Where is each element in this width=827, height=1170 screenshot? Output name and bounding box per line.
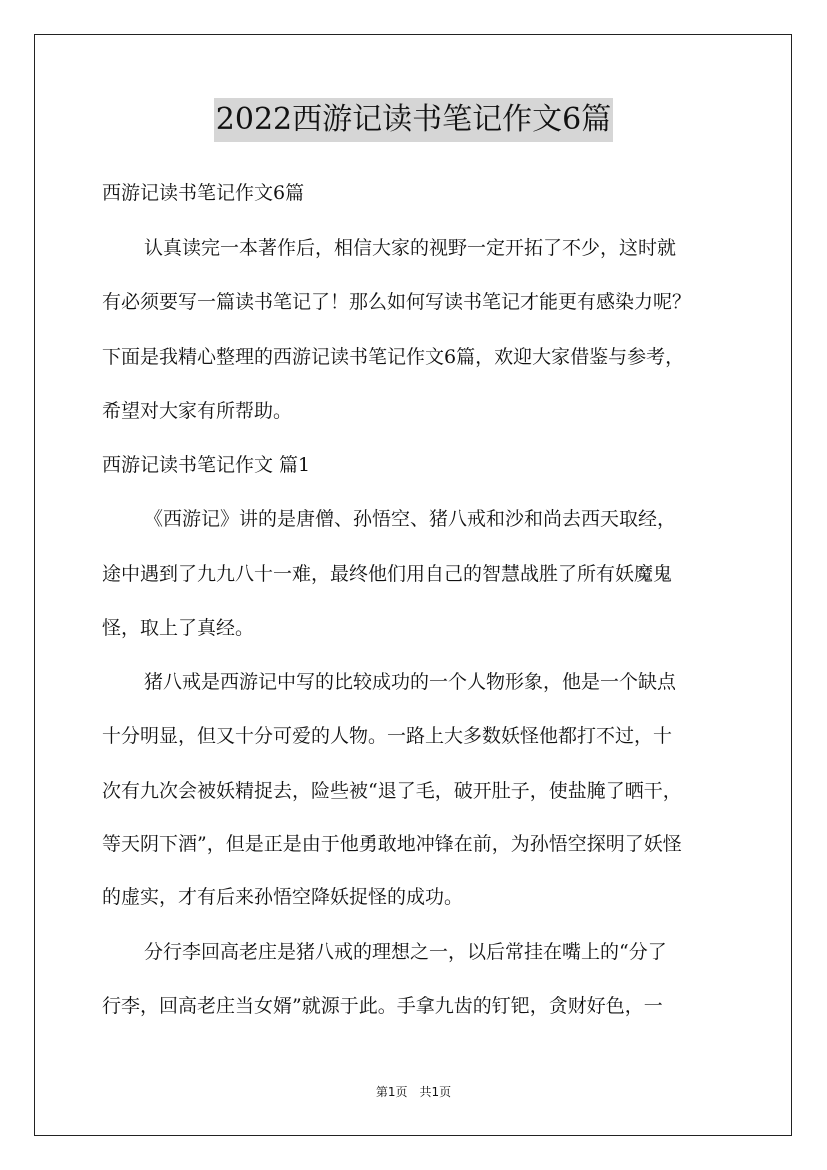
- paragraph-line: 行李，回高老庄当女婿”就源于此。手拿九齿的钉钯，贪财好色，一: [102, 995, 663, 1017]
- paragraph-line: 有必须要写一篇读书笔记了！那么如何写读书笔记才能更有感染力呢？: [102, 291, 692, 313]
- page-footer: 第1页 共1页: [375, 1085, 452, 1099]
- paragraph-line: 认真读完一本著作后，相信大家的视野一定开拓了不少，这时就: [144, 237, 677, 259]
- paragraph-line: 怪，取上了真经。: [102, 617, 255, 639]
- paragraph-line: 分行李回高老庄是猪八戒的理想之一，以后常挂在嘴上的“分了: [144, 941, 667, 963]
- paragraph-line: 十分明显，但又十分可爱的人物。一路上大多数妖怪他都打不过，十: [102, 725, 673, 747]
- paragraph-line: 次有九次会被妖精捉去，险些被“退了毛，破开肚子，使盐腌了晒干，: [102, 780, 682, 802]
- paragraph-line: 希望对大家有所帮助。: [102, 400, 293, 422]
- section-heading: 西游记读书笔记作文 篇1: [102, 454, 311, 476]
- paragraph-line: 下面是我精心整理的西游记读书笔记作文6篇，欢迎大家借鉴与参考，: [102, 346, 685, 368]
- title-wrap: [0, 98, 827, 142]
- subtitle-line: 西游记读书笔记作文6篇: [102, 182, 305, 204]
- paragraph-line: 猪八戒是西游记中写的比较成功的一个人物形象，他是一个缺点: [144, 671, 677, 693]
- document-title: 2022西游记读书笔记作文6篇: [214, 98, 613, 142]
- paragraph-line: 《西游记》讲的是唐僧、孙悟空、猪八戒和沙和尚去西天取经，: [144, 508, 677, 530]
- paragraph-line: 途中遇到了九九八十一难，最终他们用自己的智慧战胜了所有妖魔鬼: [102, 563, 673, 585]
- paragraph-line: 的虚实，才有后来孙悟空降妖捉怪的成功。: [102, 886, 464, 908]
- paragraph-line: 等天阴下酒”，但是正是由于他勇敢地冲锋在前，为孙悟空探明了妖怪: [102, 833, 682, 855]
